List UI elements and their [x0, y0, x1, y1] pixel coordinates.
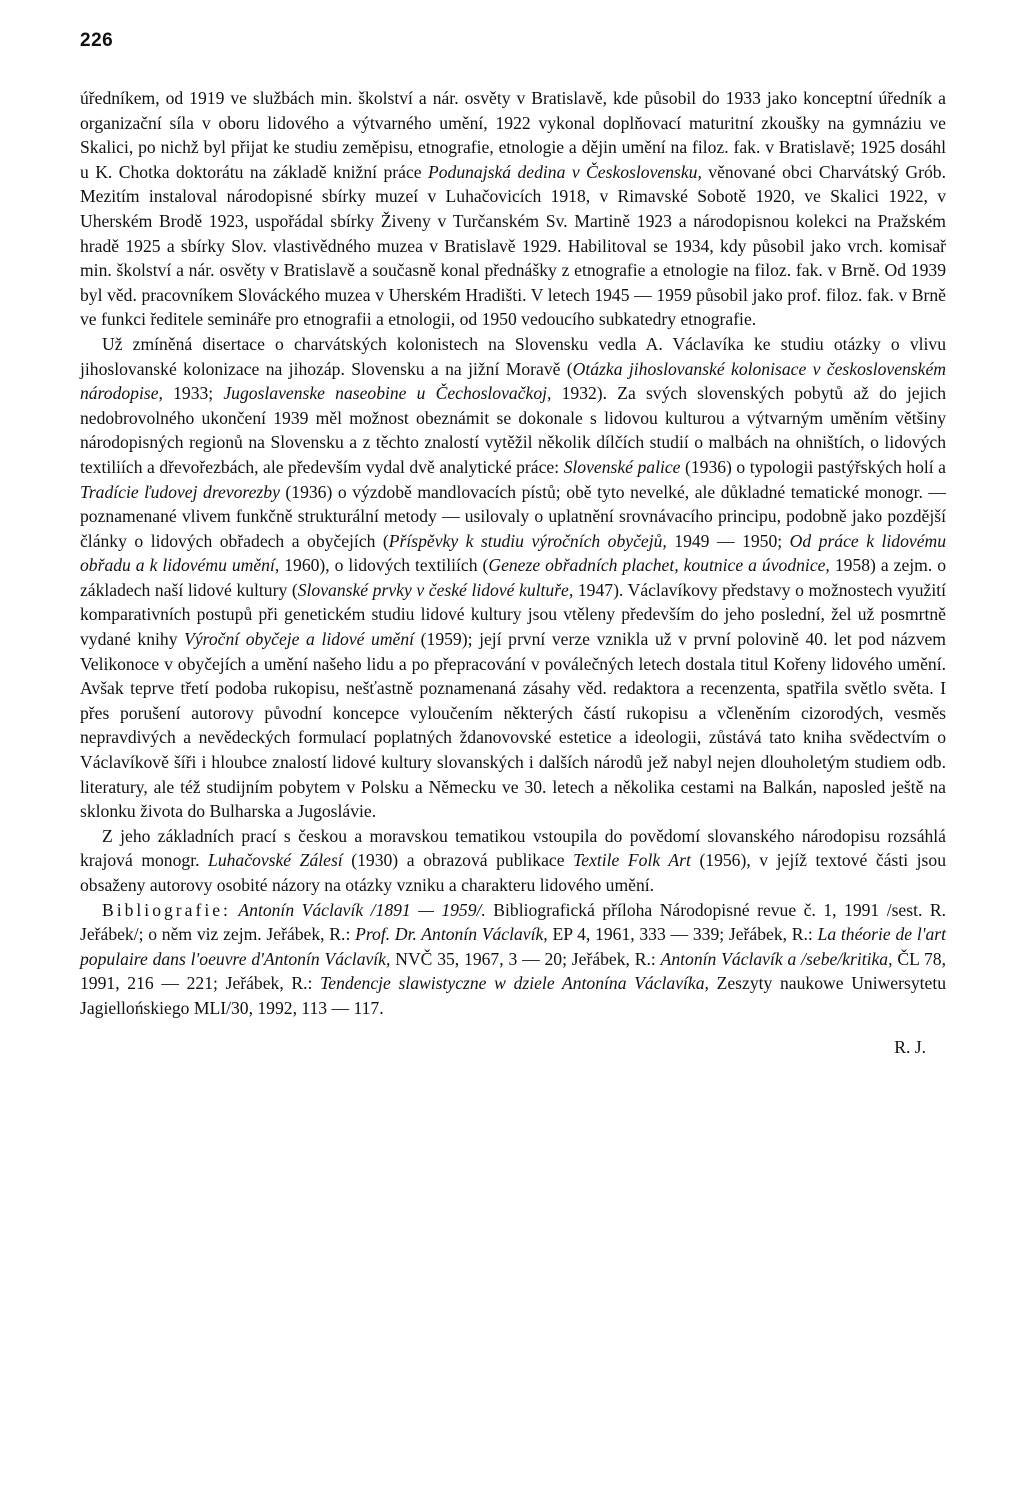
- text-run: (1936) o typologii pastýřských holí a: [680, 456, 946, 477]
- text-run: 1949 — 1950;: [666, 530, 790, 551]
- text-run: Už zmíněná disertace o charvátských kolonistech na Slovensku vedla A. Václavíka ke studiu otázky o vlivu jihoslovanské kolonizace na jihozáp. Slovensku a na jižní Moravě (: [80, 333, 946, 379]
- italic-title: La théorie de l'art populaire dans l'oeuvre d'Antonín Václavík,: [80, 924, 947, 969]
- paragraph: [80, 824, 946, 898]
- italic-title: Antonín Václavík a /sebe/kritika,: [660, 948, 893, 969]
- italic-title: Podunajská dedina v Československu,: [428, 161, 702, 182]
- italic-title: Antonín Václavík /1891 — 1959/.: [238, 899, 486, 920]
- text-run: EP 4, 1961, 333 — 339; Jeřábek, R.:: [547, 924, 818, 945]
- italic-title: Příspěvky k studiu výročních obyčejů,: [388, 530, 667, 551]
- italic-title: Slovanské prvky v české lidové kultuře,: [297, 579, 574, 600]
- text-run: (1930) a obrazová publikace: [342, 850, 574, 871]
- text-run: Z jeho základních prací s českou a moravskou tematikou vstoupila do povědomí slovanského národopisu rozsáhlá krajová monogr.: [80, 825, 946, 871]
- italic-title: Otázka jihoslovanské kolonisace v československém národopise,: [80, 358, 946, 404]
- italic-title: Slovenské palice: [563, 456, 681, 477]
- section-label: Bibliografie:: [102, 899, 231, 920]
- italic-title: Textile Folk Art: [573, 850, 691, 871]
- paragraph: [80, 332, 946, 824]
- author-signature: R. J.: [894, 1036, 926, 1057]
- text-run: 1933;: [162, 383, 224, 404]
- document-page: [80, 30, 946, 1058]
- paragraph: [80, 898, 946, 1021]
- paragraph: [80, 86, 946, 332]
- article-body: [80, 86, 946, 1021]
- text-run: úředníkem, od 1919 ve službách min. školství a nár. osvěty v Bratislavě, kde působil do 1933 jako konceptní úředník a organizační síla v oboru lidového a výtvarného umění, 1922 vykonal doplňovací maturitní zkoušky na gymnáziu ve Skalici, po nichž byl přijat ke studiu zeměpisu, etnografie, etnologie a dějin umění na filoz. fak. v Bratislavě; 1925 dosáhl u K. Chotka doktorátu na základě knižní práce: [80, 88, 946, 182]
- text-run: (1956), v jejíž textové části jsou obsaženy autorovy osobité názory na otázky vzniku a charakteru lidového umění.: [80, 850, 946, 895]
- text-run: (1959); její první verze vznikla už v první polovině 40. let pod názvem Velikonoce v obyčejích a umění našeho lidu a po přepracování v poválečných letech dostala titul Kořeny lidového umění. Avšak teprve třetí podoba rukopisu, nešťastně poznamenaná zásahy věd. redaktora a recenzenta, spatřila světlo světa. I přes porušení autorovy původní koncepce vyloučením některých částí rukopisu a včleněním cizorodých, vesměs nepravdivých a nevědeckých formulací poplatných ždanovovské estetice a ideologii, zůstává tato kniha svědectvím o Václavíkově šíři i hloubce znalostí lidové kultury slovanských i dalších národů jež nabyl nejen dlouholetým studiem odb. literatury, ale též studijním pobytem v Polsku a Německu ve 30. letech a několika cestami na Balkán, naposled ještě na sklonku života do Bulharska a Jugoslávie.: [80, 629, 946, 822]
- italic-title: Jugoslavenske naseobine u Čechoslovačkoj,: [223, 383, 552, 404]
- italic-title: Geneze obřadních plachet, koutnice a úvodnice,: [488, 555, 830, 576]
- italic-title: Tradície ľudovej drevorezby: [80, 481, 280, 502]
- text-run: 1947). Václavíkovy představy o možnostech využití komparativních postupů při genetickém studiu lidové kultury jsou vtěleny především do jeho poslední, žel už posmrtně vydané knihy: [80, 579, 946, 650]
- text-run: 1958) a zejm. o základech naší lidové kultury (: [80, 555, 947, 600]
- text-run: 1960), o lidových textiliích (: [279, 555, 489, 576]
- text-run: NVČ 35, 1967, 3 — 20; Jeřábek, R.:: [390, 948, 661, 969]
- italic-title: Tendencje slawistyczne w dziele Antonína Václavíka,: [320, 973, 709, 994]
- text-run: ČL 78, 1991, 216 — 221; Jeřábek, R.:: [80, 948, 946, 994]
- text-run: Zeszyty naukowe Uniwersytetu Jagiellońskiego MLI/30, 1992, 113 — 117.: [80, 973, 946, 1018]
- text-run: (1936) o výzdobě mandlovacích pístů; obě tyto nevelké, ale důkladné tematické monogr. — poznamenané vlivem funkčně strukturální metody — usilovaly o uplatnění srovnávacího principu, podobně jako pozdější články o lidových obřadech a obyčejích (: [80, 481, 946, 551]
- italic-title: Od práce k lidovému obřadu a k lidovému umění,: [80, 530, 947, 576]
- text-run: 1932). Za svých slovenských pobytů až do jejich nedobrovolného ukončení 1939 měl možnost obeznámit se dokonale s lidovou kulturou a výtvarným uměním většiny národopisných regionů na Slovensku a z těchto znalostí vytěžil několik dílčích studií o malbách na ohništích, o lidových textiliích a dřevořezbách, ale především vydal dvě analytické práce:: [80, 383, 947, 477]
- text-run: Bibliografická příloha Národopisné revue č. 1, 1991 /sest. R. Jeřábek/; o něm viz zejm. Jeřábek, R.:: [80, 899, 946, 945]
- italic-title: Výroční obyčeje a lidové umění: [184, 629, 415, 650]
- italic-title: Prof. Dr. Antonín Václavík,: [355, 924, 548, 945]
- text-run: věnované obci Charvátský Grób. Mezitím instaloval národopisné sbírky muzeí v Luhačovicích 1918, v Rimavské Sobotě 1920, ve Skalici 1922, v Uherském Brodě 1923, uspořádal sbírky Živeny v Turčanském Sv. Martině 1923 a národopisnou kolekci na Pražském hradě 1925 a sbírky Slov. vlastivědného muzea v Bratislavě 1929. Habilitoval se 1934, kdy působil jako vrch. komisař min. školství a nár. osvěty v Bratislavě a současně konal přednášky z etnografie a etnologie na filoz. fak. v Brně. Od 1939 byl věd. pracovníkem Slováckého muzea v Uherském Hradišti. V letech 1945 — 1959 působil jako prof. filoz. fak. v Brně ve funkci ředitele semináře pro etnografii a etnologii, od 1950 vedoucího subkatedry etnografie.: [80, 161, 946, 330]
- italic-title: Luhačovské Zálesí: [208, 850, 343, 871]
- page-number: 226: [80, 30, 114, 51]
